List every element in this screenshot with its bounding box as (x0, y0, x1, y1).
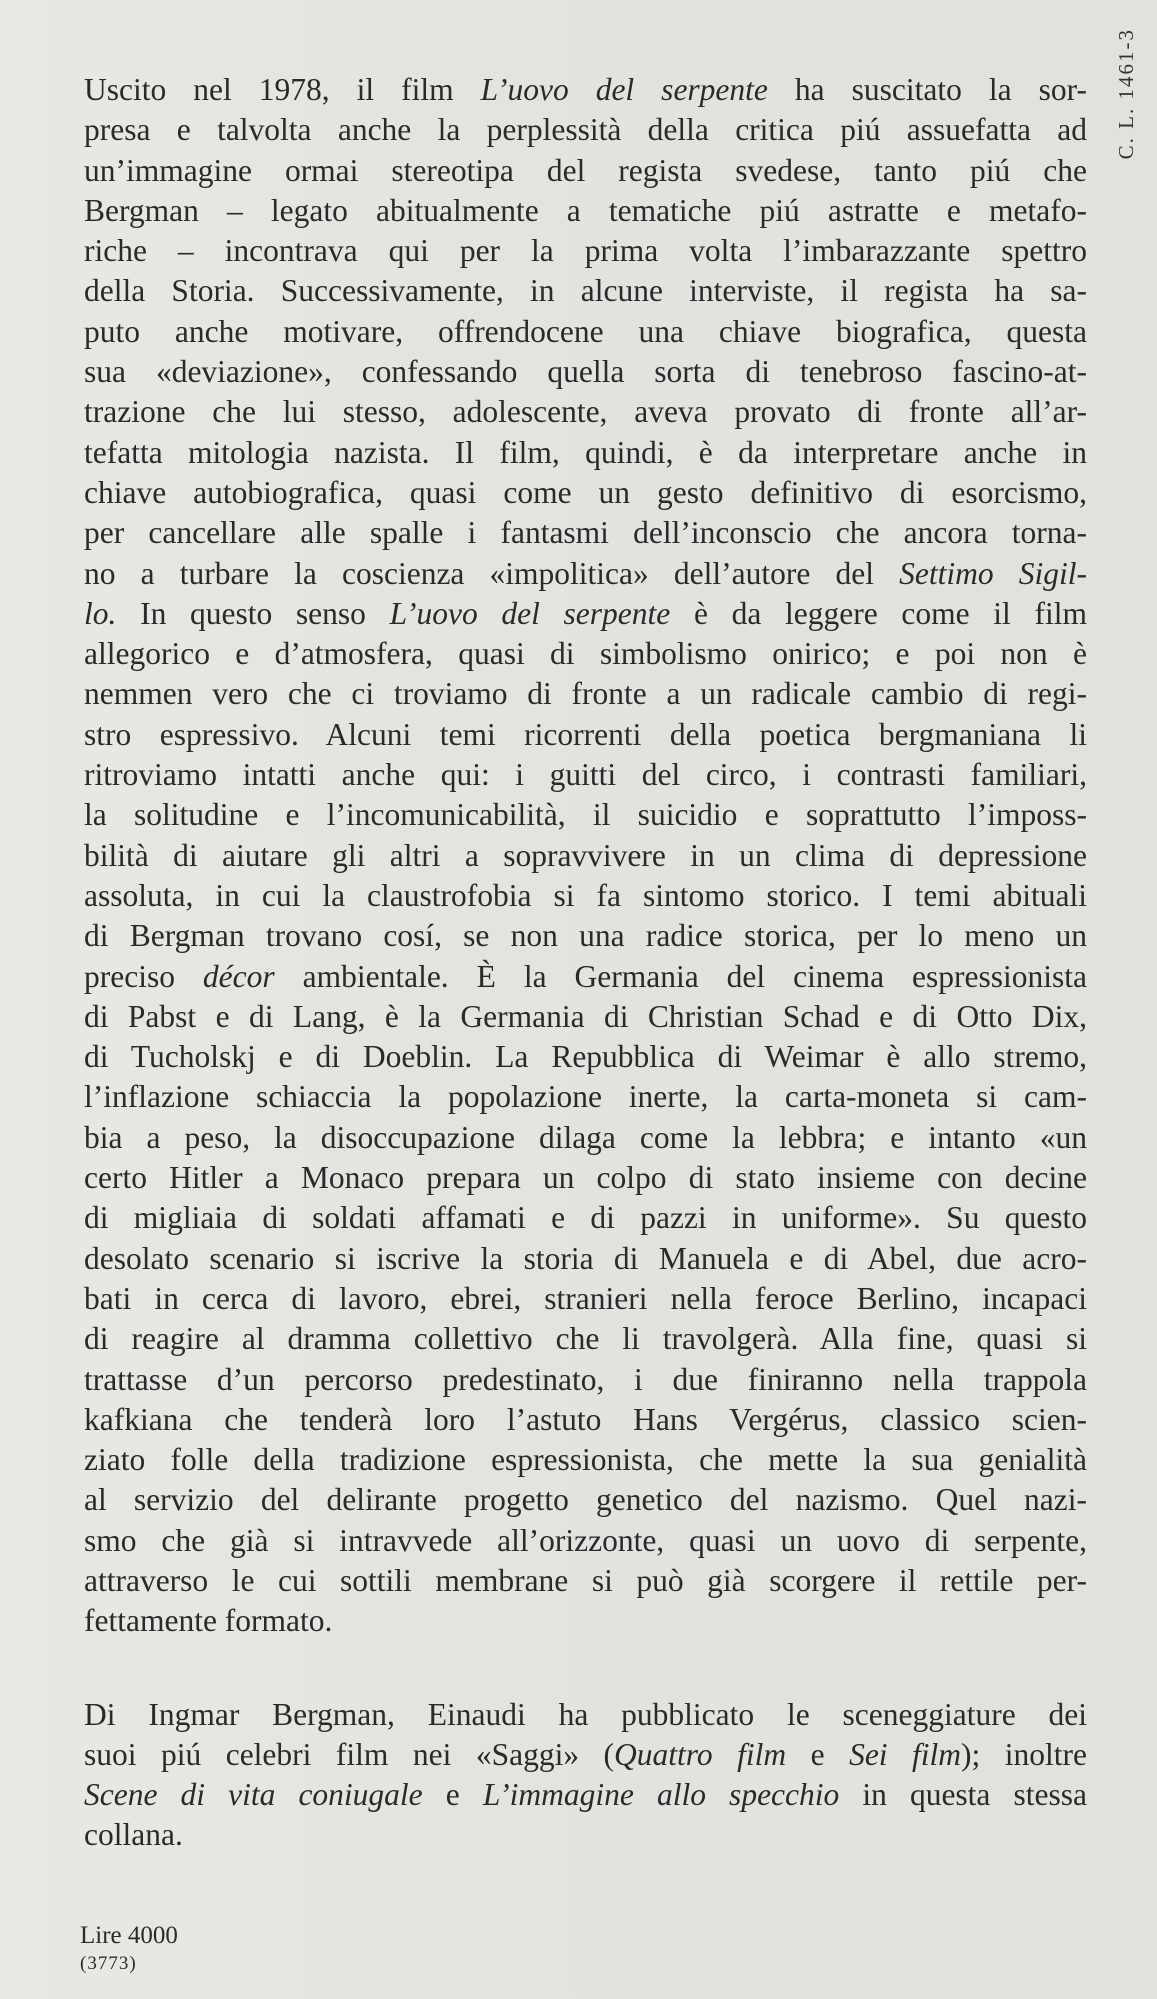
text-line (84, 916, 1087, 956)
text-run: in questa stessa (839, 1777, 1087, 1813)
italic-title: Sei film (849, 1736, 962, 1772)
text-line (84, 1815, 1087, 1855)
text-run: assoluta, in cui la claustrofobia si fa sintomo storico. I temi abituali (84, 877, 1087, 913)
text-line (84, 997, 1087, 1037)
text-run: tefatta mitologia nazista. Il film, quindi, è da interpretare anche in (84, 434, 1087, 470)
text-run: Uscito nel 1978, il film (84, 72, 481, 107)
text-line (84, 1561, 1087, 1601)
text-run: la solitudine e l’incomunicabilità, il suicidio e soprattutto l’imposs- (84, 797, 1087, 833)
text-line (84, 151, 1087, 191)
text-line (84, 271, 1087, 311)
text-run: di Pabst e di Lang, è la Germania di Christian Schad e di Otto Dix, (84, 998, 1087, 1034)
price-label: Lire 4000 (80, 1922, 178, 1949)
text-run: stro espressivo. Alcuni temi ricorrenti della poetica bergmaniana li (84, 716, 1087, 752)
text-run: chiave autobiografica, quasi come un gesto definitivo di esorcismo, (84, 474, 1087, 510)
paragraph-synopsis (84, 70, 1087, 1642)
text-line (84, 1118, 1087, 1158)
text-run: trazione che lui stesso, adolescente, aveva provato di fronte all’ar- (84, 394, 1087, 430)
text-line (84, 876, 1087, 916)
text-run: ritroviamo intatti anche qui: i guitti del circo, i contrasti familiari, (84, 757, 1087, 793)
text-run: e (786, 1736, 850, 1772)
text-run: e (422, 1777, 483, 1813)
edition-code: (3773) (80, 1953, 137, 1974)
italic-title: L’immagine allo specchio (482, 1777, 840, 1813)
text-line (84, 231, 1087, 271)
text-run: kafkiana che tenderà loro l’astuto Hans Vergérus, classico scien- (84, 1401, 1087, 1437)
text-run: ); inoltre (961, 1736, 1087, 1772)
text-line (84, 836, 1087, 876)
text-run: collana. (84, 1817, 183, 1853)
text-line (84, 554, 1087, 594)
text-run: allegorico e d’atmosfera, quasi di simbolismo onirico; e poi non è (84, 636, 1087, 672)
text-run: preciso (84, 958, 203, 994)
text-run: suoi piú celebri film nei «Saggi» ( (84, 1736, 615, 1772)
text-run: nemmen vero che ci troviamo di fronte a un radicale cambio di regi- (84, 676, 1087, 712)
blurb-text (84, 70, 1087, 1856)
text-run: Di Ingmar Bergman, Einaudi ha pubblicato le sceneggiature dei (84, 1696, 1087, 1732)
text-line (84, 110, 1087, 150)
text-line (84, 1601, 1087, 1641)
text-line (84, 1695, 1087, 1735)
text-line (84, 1440, 1087, 1480)
italic-title: Scene di vita coniugale (84, 1777, 423, 1813)
text-run: fettamente formato. (84, 1603, 333, 1639)
text-run: ziato folle della tradizione espressionista, che mette la sua genialità (84, 1442, 1087, 1478)
text-line (84, 674, 1087, 714)
text-run: di Bergman trovano cosí, se non una radice storica, per lo meno un (84, 918, 1087, 954)
italic-title: L’uovo del serpente (389, 595, 671, 631)
text-run: trattasse d’un percorso predestinato, i due finiranno nella trappola (84, 1361, 1087, 1397)
text-line (84, 1400, 1087, 1440)
text-run: riche – incontrava qui per la prima volta l’imbarazzante spettro (84, 233, 1087, 269)
text-run: l’inflazione schiaccia la popolazione inerte, la carta-moneta si cam- (84, 1079, 1087, 1115)
text-line (84, 352, 1087, 392)
text-line (84, 473, 1087, 513)
text-line (84, 1360, 1087, 1400)
italic-title: lo. (84, 595, 117, 631)
text-run: desolato scenario si iscrive la storia di Manuela e di Abel, due acro- (84, 1240, 1087, 1276)
catalog-code: C. L. 1461-3 (1114, 28, 1138, 160)
text-run: attraverso le cui sottili membrane si può già scorgere il rettile per- (84, 1562, 1087, 1598)
text-line (84, 433, 1087, 473)
text-line (84, 755, 1087, 795)
text-run: bati in cerca di lavoro, ebrei, stranieri nella feroce Berlino, incapaci (84, 1280, 1087, 1316)
text-line (84, 594, 1087, 634)
text-line (84, 1158, 1087, 1198)
text-run: è da leggere come il film (670, 595, 1087, 631)
text-line (84, 1198, 1087, 1238)
text-run: di reagire al dramma collettivo che li travolgerà. Alla fine, quasi si (84, 1321, 1087, 1357)
text-run: no a turbare la coscienza «impolitica» dell’autore del (84, 555, 900, 591)
text-run: smo che già si intravvede all’orizzonte, quasi un uovo di serpente, (84, 1522, 1087, 1558)
text-line (84, 795, 1087, 835)
text-run: un’immagine ormai stereotipa del regista svedese, tanto piú che (84, 152, 1087, 188)
paragraph-publisher-note (84, 1695, 1087, 1856)
text-line (84, 513, 1087, 553)
text-run: certo Hitler a Monaco prepara un colpo di stato insieme con decine (84, 1160, 1087, 1196)
text-run: bilità di aiutare gli altri a sopravvivere in un clima di depressione (84, 837, 1087, 873)
text-line (84, 1037, 1087, 1077)
text-run: al servizio del delirante progetto genetico del nazismo. Quel nazi- (84, 1482, 1087, 1518)
text-line (84, 392, 1087, 432)
text-line (84, 1735, 1087, 1775)
text-run: di Tucholskj e di Doeblin. La Repubblica di Weimar è allo stremo, (84, 1039, 1087, 1075)
text-run: ambientale. È la Germania del cinema espressionista (274, 958, 1087, 994)
text-run: di migliaia di soldati affamati e di pazzi in uniforme». Su questo (84, 1200, 1087, 1236)
italic-title: L’uovo del serpente (480, 72, 768, 107)
text-line (84, 70, 1087, 110)
text-run: ha suscitato la sor- (767, 72, 1087, 107)
text-line (84, 634, 1087, 674)
price-block (80, 1922, 178, 1978)
text-line (84, 1077, 1087, 1117)
italic-title: Quattro film (614, 1736, 787, 1772)
text-line (84, 1480, 1087, 1520)
text-run: della Storia. Successivamente, in alcune interviste, il regista ha sa- (84, 273, 1087, 309)
text-line (84, 312, 1087, 352)
italic-title: décor (202, 958, 275, 994)
text-line (84, 191, 1087, 231)
text-run: In questo senso (116, 595, 390, 631)
text-run: per cancellare alle spalle i fantasmi dell’inconscio che ancora torna- (84, 515, 1087, 551)
italic-title: Settimo Sigil- (899, 555, 1087, 591)
paragraph-gap (84, 1642, 1087, 1695)
text-line (84, 1319, 1087, 1359)
text-line (84, 1521, 1087, 1561)
text-line (84, 957, 1087, 997)
text-line (84, 1279, 1087, 1319)
text-run: Bergman – legato abitualmente a tematiche piú astratte e metafo- (84, 192, 1087, 228)
text-line (84, 1775, 1087, 1815)
text-run: bia a peso, la disoccupazione dilaga come la lebbra; e intanto «un (84, 1119, 1087, 1155)
text-line (84, 715, 1087, 755)
text-run: sua «deviazione», confessando quella sorta di tenebroso fascino-at- (84, 354, 1087, 390)
text-run: puto anche motivare, offrendocene una chiave biografica, questa (84, 313, 1087, 349)
text-run: presa e talvolta anche la perplessità della critica piú assuefatta ad (84, 112, 1087, 148)
text-line (84, 1239, 1087, 1279)
